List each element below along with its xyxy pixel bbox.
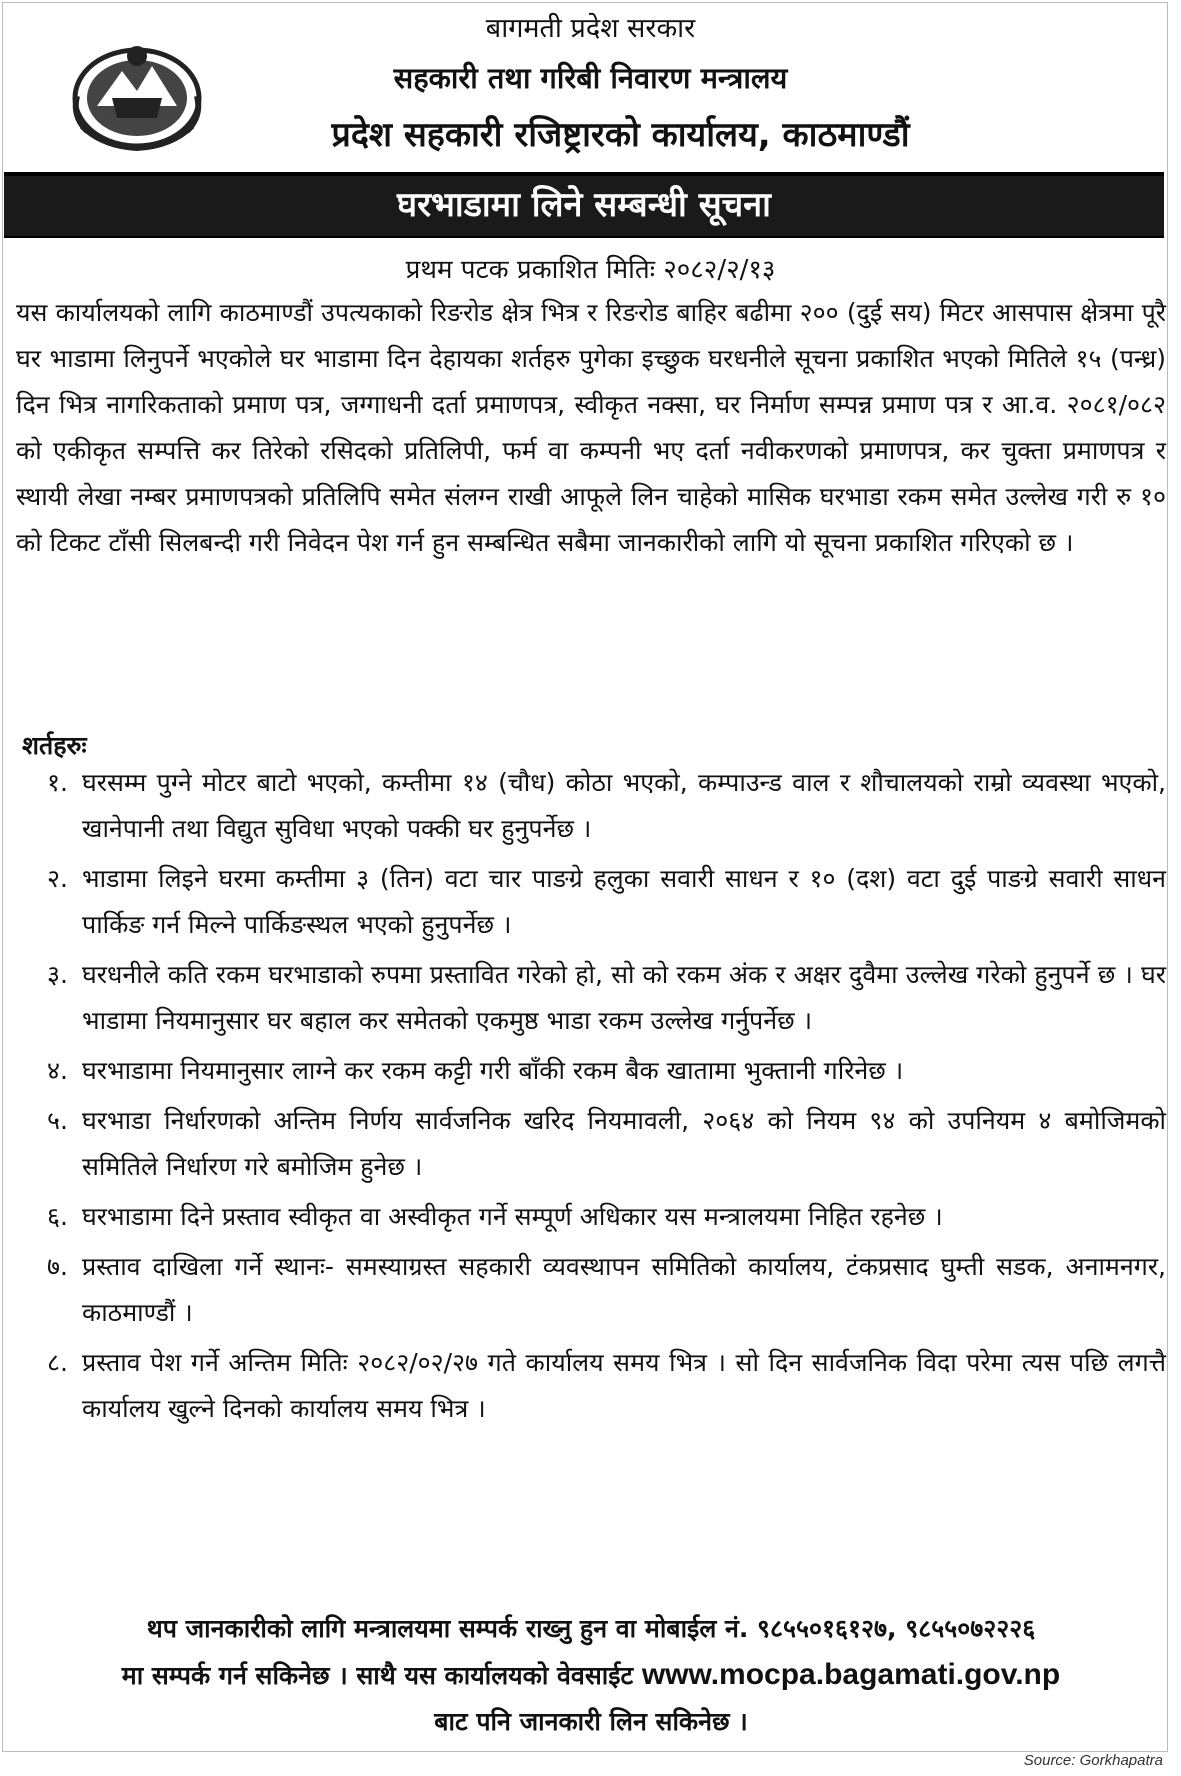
condition-number: ४. xyxy=(47,1056,68,1085)
contact-footer xyxy=(16,1606,1166,1745)
footer-line-1: थप जानकारीको लागि मन्त्रालयमा सम्पर्क राख्नु हुन वा मोबाईल नं. ९८५५०१६१२७, ९८५५०७२२२६ xyxy=(146,1614,1036,1643)
condition-number: ५. xyxy=(47,1106,68,1135)
condition-item xyxy=(16,1194,1166,1240)
condition-text: घरभाडामा दिने प्रस्ताव स्वीकृत वा अस्वीकृत गर्ने सम्पूर्ण अधिकार यस मन्त्रालयमा निहित रहनेछ । xyxy=(82,1202,943,1231)
published-date: प्रथम पटक प्रकाशित मितिः २०८२/२/१३ xyxy=(405,255,776,285)
condition-number: ३. xyxy=(47,960,68,989)
nepal-emblem-icon xyxy=(62,36,212,156)
condition-text: प्रस्ताव पेश गर्ने अन्तिम मितिः २०८२/०२/२७ गते कार्यालय समय भित्र । सो दिन सार्वजनिक विदा परेमा त्यस पछि लगत्तै कार्यालय खुल्ने दिनको कार्यालय समय भित्र । xyxy=(82,1348,1166,1423)
footer-line-3: बाट पनि जानकारी लिन सकिनेछ । xyxy=(434,1707,748,1736)
condition-item xyxy=(16,1098,1166,1190)
conditions-list xyxy=(16,760,1166,1436)
notice-title-bar xyxy=(4,172,1164,238)
condition-text: भाडामा लिइने घरमा कम्तीमा ३ (तिन) वटा चार पाङग्रे हलुका सवारी साधन र १० (दश) वटा दुई पाङग्रे सवारी साधन पार्किङ गर्न मिल्ने पार्किङस्थल भएको हुनुपर्नेछ । xyxy=(82,864,1166,939)
footer-line-2 xyxy=(16,1652,1166,1699)
condition-text: प्रस्ताव दाखिला गर्ने स्थानः- समस्याग्रस्त सहकारी व्यवस्थापन समितिको कार्यालय, टंकप्रसाद घुम्ती सडक, अनामनगर, काठमाण्डौं । xyxy=(82,1252,1166,1327)
condition-item xyxy=(16,952,1166,1044)
source-credit: Source: Gorkhapatra xyxy=(1023,1752,1163,1769)
condition-number: ६. xyxy=(47,1202,68,1231)
government-name: बागमती प्रदेश सरकार xyxy=(485,13,696,44)
condition-item xyxy=(16,760,1166,852)
notice-body: यस कार्यालयको लागि काठमाण्डौं उपत्यकाको रिङरोड क्षेत्र भित्र र रिङरोड बाहिर बढीमा २०० (दुई सय) मिटर आसपास क्षेत्रमा पूरै घर भाडामा लिनुपर्ने भएकोले घर भाडामा दिन देहायका शर्तहरु पुगेका इच्छुक घरधनीले सूचना प्रकाशित भएको मितिले १५ (पन्ध्र) दिन भित्र नागरिकताको प्रमाण पत्र, जग्गाधनी दर्ता प्रमाणपत्र, स्वीकृत नक्सा, घर निर्माण सम्पन्न प्रमाण पत्र र आ.व. २०८१/०८२ को एकीकृत सम्पत्ति कर तिरेको रसिदको प्रतिलिपी, फर्म वा कम्पनी भए दर्ता नवीकरणको प्रमाणपत्र, कर चुक्ता प्रमाणपत्र र स्थायी लेखा नम्बर प्रमाणपत्रको प्रतिलिपि समेत संलग्न राखी आफूले लिन चाहेको मासिक घरभाडा रकम समेत उल्लेख गरी रु १० को टिकट टाँसी सिलबन्दी गरी निवेदन पेश गर्न हुन सम्बन्धित सबैमा जानकारीको लागि यो सूचना प्रकाशित गरिएको छ । xyxy=(16,298,1166,557)
condition-item xyxy=(16,1340,1166,1432)
notice-title: घरभाडामा लिने सम्बन्धी सूचना xyxy=(397,185,771,225)
condition-number: १. xyxy=(47,768,68,797)
condition-number: ८. xyxy=(47,1348,68,1377)
condition-number: २. xyxy=(47,864,68,893)
footer-line-2-text: मा सम्पर्क गर्न सकिनेछ । साथै यस कार्यालयको वेवसाईट xyxy=(121,1661,634,1690)
condition-item xyxy=(16,856,1166,948)
condition-text: घरभाडामा नियमानुसार लाग्ने कर रकम कट्टी गरी बाँकी रकम बैक खातामा भुक्तानी गरिनेछ । xyxy=(82,1056,904,1085)
condition-text: घरसम्म पुग्ने मोटर बाटो भएको, कम्तीमा १४ (चौध) कोठा भएको, कम्पाउन्ड वाल र शौचालयको राम्रो व्यवस्था भएको, खानेपानी तथा विद्युत सुविधा भएको पक्की घर हुनुपर्नेछ । xyxy=(82,768,1166,843)
condition-item xyxy=(16,1244,1166,1336)
conditions-heading: शर्तहरुः xyxy=(22,731,87,760)
office-name: प्रदेश सहकारी रजिष्ट्रारको कार्यालय, काठमाण्डौं xyxy=(331,115,910,155)
condition-item xyxy=(16,1048,1166,1094)
website-link[interactable]: www.mocpa.bagamati.gov.np xyxy=(641,1658,1061,1691)
condition-text: घरधनीले कति रकम घरभाडाको रुपमा प्रस्तावित गरेको हो, सो को रकम अंक र अक्षर दुवैमा उल्लेख गरेको हुनुपर्ने छ । घर भाडामा नियमानुसार घर बहाल कर समेतको एकमुष्ठ भाडा रकम उल्लेख गर्नुपर्नेछ । xyxy=(82,960,1166,1035)
condition-number: ७. xyxy=(47,1252,68,1281)
condition-text: घरभाडा निर्धारणको अन्तिम निर्णय सार्वजनिक खरिद नियमावली, २०६४ को नियम ९४ को उपनियम ४ बमोजिमको समितिले निर्धारण गरे बमोजिम हुनेछ । xyxy=(82,1106,1166,1181)
ministry-name: सहकारी तथा गरिबी निवारण मन्त्रालय xyxy=(393,61,788,95)
